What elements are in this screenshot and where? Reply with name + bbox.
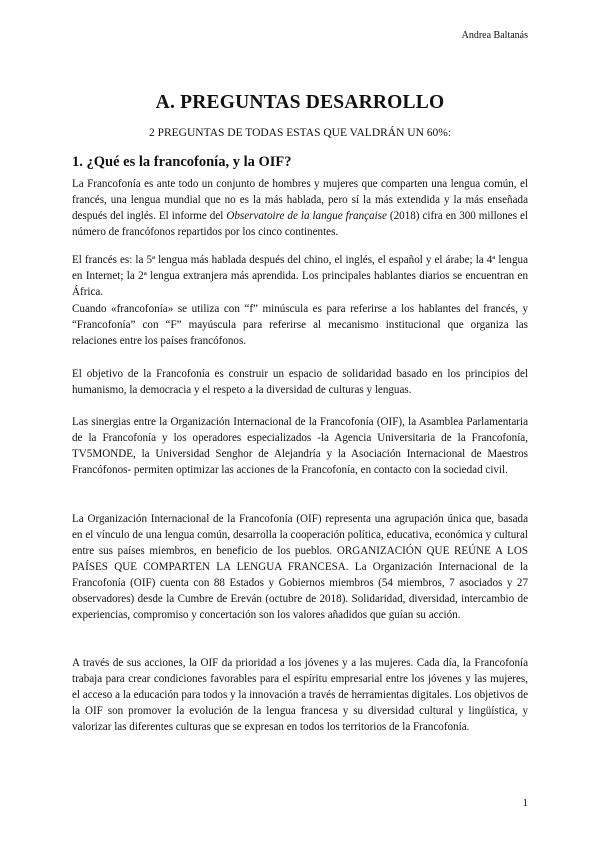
page-title: A. PREGUNTAS DESARROLLO xyxy=(155,92,445,113)
paragraph-1-text-start: La Francofonía es ante todo un conjunto de hombres y mujeres que comparten una lengua común, el francés, una lengua mundial que no es la más hablada, pero sí la más extendida y la más enseñada después del inglés. El informe del xyxy=(72,178,528,222)
paragraph-3: Cuando «francofonía» se utiliza con “f” minúscula es para referirse a los hablantes del francés, y “Francofonía” con “F” mayúscula para referirse al mecanismo institucional que organiza las relaciones entre los países francófonos. xyxy=(72,303,528,347)
paragraph-1-text-end: (2018) cifra en 300 millones el número de francófonos repartidos por los cinco continentes. xyxy=(72,210,528,238)
observatoire-title: Observatoire de la langue française xyxy=(226,210,387,222)
paragraph-1 xyxy=(72,176,528,240)
paragraph-2: El francés es: la 5ª lengua más hablada después del chino, el inglés, el español y el árabe; la 4ª lengua en Internet; la 2ª lengua extranjera más aprendida. Los principales hablantes diarios se encuentran en África. xyxy=(72,254,528,298)
section-heading: 1. ¿Qué es la francofonía, y la OIF? xyxy=(72,154,292,170)
paragraph-5: Las sinergias entre la Organización Internacional de la Francofonía (OIF), la Asamblea Parlamentaria de la Francofonía y los operadores especializados -la Agencia Universitaria de la Francofonía, TV5MONDE, la Universidad Senghor de Alejandría y la Asociación Internacional de Maestros Francófonos- permiten optimizar las acciones de la Francofonía, en contacto con la sociedad civil. xyxy=(72,416,528,476)
header-author: Andrea Baltanás xyxy=(461,30,528,41)
paragraph-4: El objetivo de la Francofonía es construir un espacio de solidaridad basado en los principios del humanismo, la democracia y el respeto a la diversidad de culturas y lenguas. xyxy=(72,368,528,396)
page-subtitle: 2 PREGUNTAS DE TODAS ESTAS QUE VALDRÁN UN 60%: xyxy=(148,127,452,139)
paragraph-7: A través de sus acciones, la OIF da prioridad a los jóvenes y a las mujeres. Cada día, la Francofonía trabaja para crear condiciones favorables para el espíritu empresarial entre los jóvenes y las mujeres, el acceso a la educación para todos y la innovación a través de herramientas digitales. Los objetivos de la OIF son promover la evolución de la lengua francesa y su diversidad cultural y lingüística, y valorizar las diferentes culturas que se expresan en todos los territorios de la Francofonía. xyxy=(72,657,528,733)
page-number: 1 xyxy=(522,797,528,809)
paragraph-6: La Organización Internacional de la Francofonía (OIF) representa una agrupación única que, basada en el vínculo de una lengua común, desarrolla la cooperación política, educativa, económica y cultural entre sus países miembros, en beneficio de los pueblos. ORGANIZACIÓN QUE REÚNE A LOS PAÍSES QUE COMPARTEN LA LENGUA FRANCESA. La Organización Internacional de la Francofonía (OIF) cuenta con 88 Estados y Gobiernos miembros (54 miembros, 7 asociados y 27 observadores) desde la Cumbre de Ereván (octubre de 2018). Solidaridad, diversidad, intercambio de experiencias, compromiso y concertación son los valores añadidos que guían su acción. xyxy=(72,513,528,621)
